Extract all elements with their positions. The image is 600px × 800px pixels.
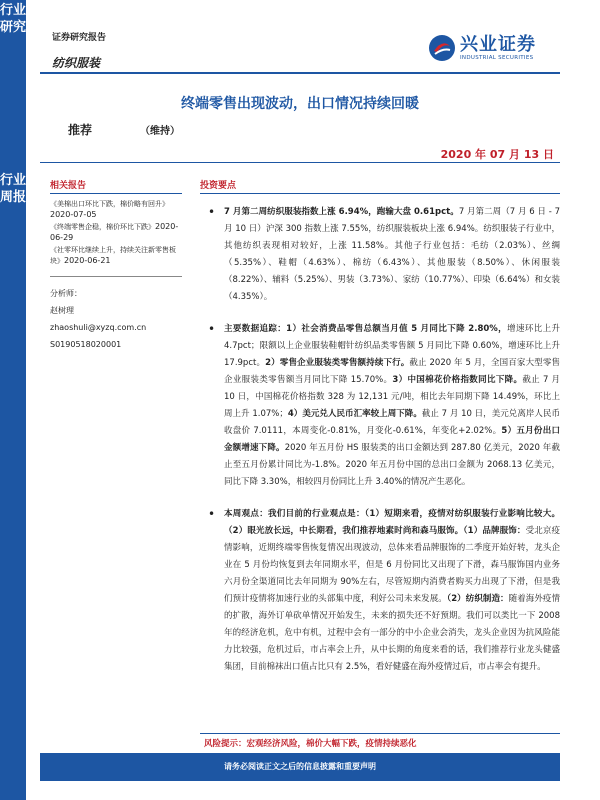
related-report-item[interactable] xyxy=(50,199,182,220)
related-report-item[interactable] xyxy=(50,245,182,266)
summary-p3-bold-1: 本周观点：我们目前的行业观点是：（1）短期来看，疫情对纺织服装行业影响比较大。（2）眼光放长远，中长期看，我们推荐地素时尚和森马服饰。（1）品牌服饰： xyxy=(224,509,560,536)
left-column xyxy=(50,178,182,353)
summary-p2-text-5: 2020 年五月份 HS 服装类的出口金额达到 287.80 亿美元，2020 年截止至五月份累计同比为-1.8%。2020 年五月份中国的总出口金额为 2068.13 亿美元，同比下降 3.30%，相较四月份同比上升 3.40%的情况产生恶化。 xyxy=(224,443,560,487)
analyst-license: S0190518020001 xyxy=(50,340,122,349)
analyst-email[interactable]: zhaoshuli@xyzq.com.cn xyxy=(50,323,147,332)
related-report-title[interactable]: 《终端零售企稳，棉价环比下跌》 xyxy=(50,223,155,231)
related-report-date: 2020-06-29 xyxy=(50,222,179,242)
right-column xyxy=(200,178,560,691)
summary-p1-text: 7 月第二周（7 月 6 日 - 7 月 10 日）沪深 300 指数上涨 7.55%，纺织服装板块上涨 6.94%。纺织服装子行业中，其他纺织表现相对较好，上涨 11.58%。其他子行业包括：毛纺（2.03%）、丝绸（5.35%）、鞋帽（4.63%）、棉纺（6.43%）、其他服装（8.50%）、休闲服装（8.22%）、辅料（5.25%）、男装（3.73%）、家纺（10.77%）、印染（6.64%）和女装（4.35%）。 xyxy=(224,207,560,302)
summary-p2-bold-3: 3）中国棉花价格指数同比下降。 xyxy=(392,375,523,385)
summary-paragraph-weekly-index xyxy=(200,204,560,306)
rating-label: 推荐 xyxy=(68,123,93,137)
header-rule xyxy=(40,72,560,74)
industry-name: 纺织服装 xyxy=(52,56,101,70)
report-type: 证券研究报告 xyxy=(52,33,107,43)
summary-p2-text-3: 截止 7 月 10 日，中国棉花价格指数 328 为 12,131 元/吨，相比去年同期下降 14.49%，环比上周上升 1.07%； xyxy=(224,375,561,419)
summary-p2-text-4: 截止 7 月 10 日，美元兑离岸人民币收盘价 7.0111，本周变化-0.81%，月变化-0.61%，年变化+2.02%。 xyxy=(224,409,560,436)
related-report-item[interactable] xyxy=(50,222,182,243)
logo-text-cn: 兴业证券 xyxy=(460,34,536,55)
summary-paragraph-data-tracking xyxy=(200,321,560,491)
analyst-label: 分析师： xyxy=(50,289,82,298)
rating-note: （维持） xyxy=(140,126,180,137)
related-reports-list xyxy=(50,199,182,266)
summary-p2-text-2: 截止 2020 年 5 月，全国百家大型零售企业服装类零售额当月同比下降 15.70%。 xyxy=(224,358,560,385)
company-logo xyxy=(428,34,536,62)
summary-p2-bold-4: 4）美元兑人民币汇率较上周下降。 xyxy=(287,409,422,419)
related-report-title[interactable]: 《美棉出口环比下跌，棉价略有回升》 xyxy=(50,200,169,208)
summary-p3-text-2: 随着海外疫情的扩散，海外订单砍单情况开始发生，未来的损失还不好预期。我们可以类比一下 2008 年的经济危机，危中有机，过程中会有一部分的中小企业会消失，龙头企业因为抗风险能力比较强，危机过后，市占率会上升，从中长期的角度来看的话，我们推荐行业龙头健盛集团，目前棉袜出口值占比只有 2.5%，看好健盛在海外疫情过后，市占率会有提升。 xyxy=(224,594,560,672)
disclaimer-footer: 请务必阅读正文之后的信息披露和重要声明 xyxy=(40,753,560,781)
related-report-date: 2020-07-05 xyxy=(50,209,97,219)
summary-p2-bold-5: 5）五月份出口金额增速下降。 xyxy=(224,426,560,453)
related-report-title[interactable]: 《社零环比继续上升，持续关注新零售板块》 xyxy=(50,246,176,265)
analyst-name: 赵树理 xyxy=(50,306,74,315)
title-rule xyxy=(40,162,560,163)
summary-p1-bold: 7 月第二周纺织服装指数上涨 6.94%，跑输大盘 0.61pct。 xyxy=(224,207,459,217)
related-reports-heading: 相关报告 xyxy=(50,178,182,194)
summary-p3-text-1: 受北京疫情影响，近期终端零售恢复情况出现波动，总体来看品牌服饰的二季度开始好转，龙头企业在 5 月份均恢复到去年同期水平，但是 6 月份同比又出现了下滑，森马服饰国内业务六月份全渠道同比去年同期为 90%左右，尽管短期内消费者购买力出现了下滑，但是我们预计疫情将加速行业的头部集中度，利好公司未来发展。 xyxy=(224,526,560,604)
analyst-block xyxy=(50,276,182,353)
related-report-date: 2020-06-21 xyxy=(64,255,111,265)
summary-p3-bold-2: （2）纺织制造： xyxy=(446,594,509,604)
side-band-bottom xyxy=(0,160,26,800)
investment-summary-heading: 投资要点 xyxy=(200,178,560,194)
logo-text-en: INDUSTRIAL SECURITIES xyxy=(460,55,534,61)
summary-paragraph-weekly-view xyxy=(200,506,560,676)
risk-warning: 风险提示：宏观经济风险，棉价大幅下跌，疫情持续恶化 xyxy=(200,733,560,749)
side-label-weekly: 行业周报 xyxy=(0,173,27,205)
side-band-top xyxy=(0,0,26,160)
summary-p2-bold-2: 2）零售企业服装类零售额持续下行。 xyxy=(265,358,410,368)
report-date: 2020 年 07 月 13 日 xyxy=(440,148,554,161)
side-label-research: 行业研究 xyxy=(0,3,27,35)
summary-p2-bold-1: 主要数据追踪：1）社会消费品零售总额当月值 5 月同比下降 2.80%， xyxy=(224,324,508,334)
logo-mark-icon xyxy=(428,34,456,62)
summary-p2-text-1: 增速环比上升 4.7pct；限额以上企业服装鞋帽针纺织品类零售额 5 月同比下降 0.60%，增速环比上升 17.9pct。 xyxy=(224,324,560,368)
report-title: 终端零售出现波动，出口情况持续回暖 xyxy=(181,96,419,112)
